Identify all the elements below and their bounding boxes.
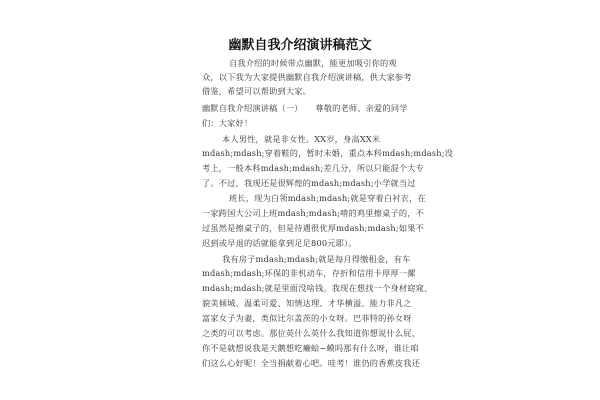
text-line: 迟到或早退的话就能拿到足足800元耶）。 (202, 238, 357, 248)
text-line: 我有房子mdash;mdash;就是每月得缴租金，有车 (222, 254, 411, 264)
text-line: 一家跨国大公司上班mdash;mdash;啃的鸡里擦桌子的，不 (202, 208, 425, 218)
document-title: 幽默自我介绍演讲稿范文 (228, 38, 372, 53)
text-line: 本人男性，就是非女性。XX岁，身高XX米 (222, 134, 381, 144)
text-line: mdash;mdash;穿着鞋的，暂时未婚，重点本科mdash;mdash;没 (202, 148, 454, 158)
text-line: 们这么心好呢！全当捐献着心吧。哇考！谁仍的香蕉皮我还 (202, 358, 421, 368)
text-line: 借鉴，希望可以帮助到大家。 (202, 86, 312, 96)
text-line: 了。不过，我现还是很辉煌的mdash;mdash;小学就当过 (202, 178, 416, 188)
text-line: 自我介绍的时候带点幽默，能更加吸引你的观 (229, 58, 397, 68)
text-line: 富家女子为妻，类似比尔盖茨的小女呀。巴菲特的孙女呀 (202, 313, 412, 323)
text-line: 貌美倾城、温柔可爱、知情达理、才华横溢、能力非凡之 (202, 298, 412, 308)
text-line: 众，以下我为大家提供幽默自我介绍演讲稿，供大家参考 (202, 72, 412, 82)
text-line: 过虽然是擦桌子的，但是待遇很优厚mdash;mdash;如果不 (202, 223, 425, 233)
text-line: mdash;mdash;环保的非机动车，存折和信用卡厚厚一摞 (202, 268, 416, 278)
text-line: 幽默自我介绍演讲稿（一） 尊敬的老师、亲爱的同学 (202, 103, 408, 113)
text-line: 你不是就想说我是天鹅想吃癞蛤~蟆吗那有什么呀，谁让咱 (202, 343, 419, 353)
text-line: mdash;mdash;就是里面没啥钱。我现在想找一个身材窈窕、 (202, 283, 433, 293)
text-line: 之类的可以考虑。那位英什么英什么我知道你想说什么屁， (202, 328, 421, 338)
text-line: 考上，一般本科mdash;mdash;差几分，所以只能混个大专 (202, 163, 425, 173)
text-line: 们：大家好！ (202, 118, 253, 128)
text-line: 班长，现为白领mdash;mdash;就是穿着白衬衣，在 (229, 193, 426, 203)
